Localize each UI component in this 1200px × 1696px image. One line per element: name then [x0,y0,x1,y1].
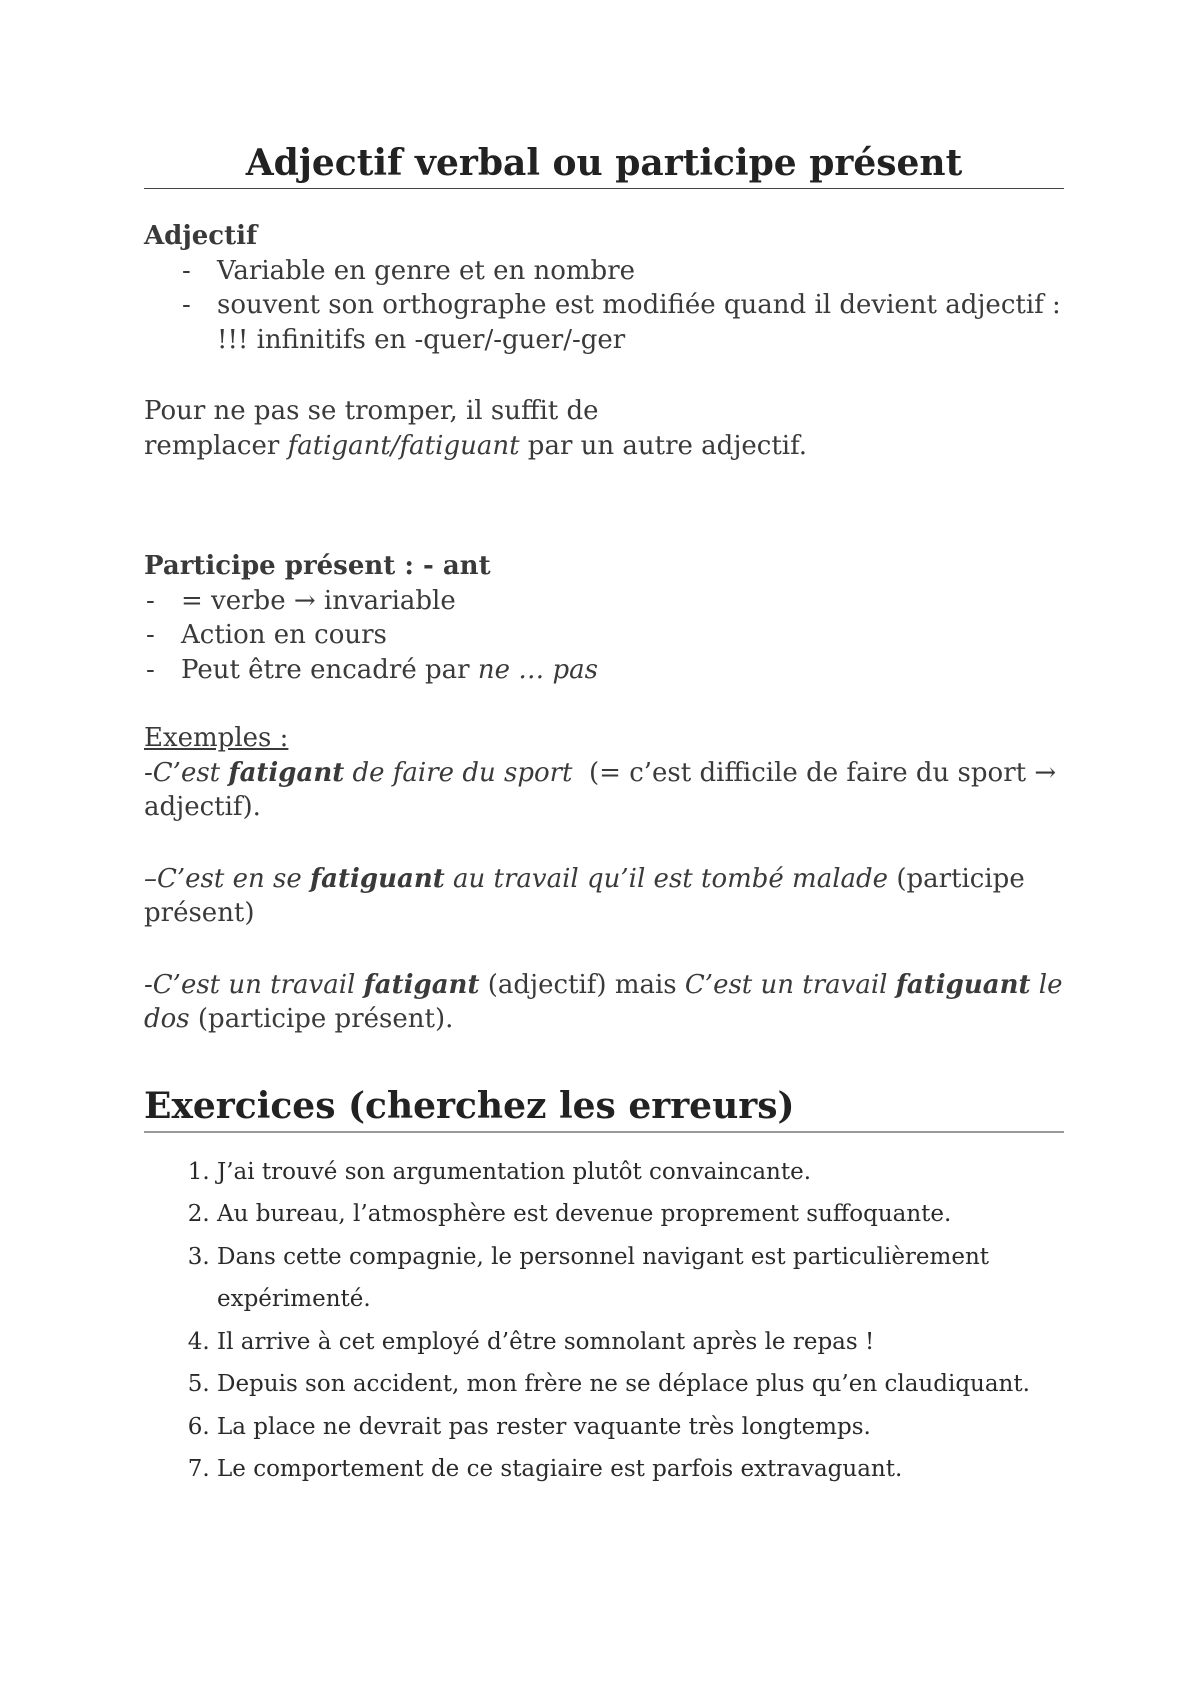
participe-heading: Participe présent : - ant [144,551,491,581]
exercices-heading: Exercices (cherchez les erreurs) [144,1084,795,1127]
adjectif-item-2: - souvent son orthographe est modifiée quand il devient adjectif : !!! infinitifs en -quer/-guer/-ger [144,288,1064,357]
example-1: -C’est fatigant de faire du sport (= c’est difficile de faire du sport → adjectif). [144,757,1065,822]
participe-section [144,549,1064,687]
exercise-item-7: 7. Le comportement de ce stagiaire est parfois extravaguant. [217,1448,1064,1491]
exercices-section [144,1083,1064,1491]
tip-emphasis: fatigant/fatiguant [287,430,520,461]
exercise-item-3: 3. Dans cette compagnie, le personnel navigant est particulièrement expérimenté. [217,1236,1064,1321]
exercise-item-2: 2. Au bureau, l’atmosphère est devenue proprement suffoquante. [217,1193,1064,1236]
adjectif-list [144,254,1064,358]
exemples-heading: Exemples : [144,723,289,753]
exemples-section [144,721,1064,1037]
page-title: Adjectif verbal ou participe présent [245,142,963,184]
adjectif-section [144,219,1064,463]
exercise-item-4: 4. Il arrive à cet employé d’être somnolant après le repas ! [217,1321,1064,1364]
tip-line-1: Pour ne pas se tromper, il suffit de [144,396,599,426]
exercise-item-1: 1. J’ai trouvé son argumentation plutôt convaincante. [217,1151,1064,1194]
document-page [144,140,1064,1491]
adjectif-item-1: - Variable en genre et en nombre [144,254,1064,289]
example-3: -C’est un travail fatigant (adjectif) mais C’est un travail fatiguant le dos (participe présent). [144,969,1063,1034]
title-underline [144,188,1064,189]
participe-item-1: - = verbe → invariable [144,584,1064,619]
example-2: –C’est en se fatiguant au travail qu’il est tombé malade (participe présent) [144,863,1025,928]
adjectif-heading: Adjectif [144,221,258,251]
participe-item-2: - Action en cours [144,618,1064,653]
participe-item-3: - Peut être encadré par ne … pas [144,653,1064,688]
tip-line-2: remplacer fatigant/fatiguant par un autre adjectif. [144,430,808,461]
participe-list [144,584,1064,688]
exercise-item-5: 5. Depuis son accident, mon frère ne se déplace plus qu’en claudiquant. [217,1363,1064,1406]
exercices-list [144,1151,1064,1491]
exercices-underline [144,1131,1064,1133]
exercise-item-6: 6. La place ne devrait pas rester vaquante très longtemps. [217,1406,1064,1449]
